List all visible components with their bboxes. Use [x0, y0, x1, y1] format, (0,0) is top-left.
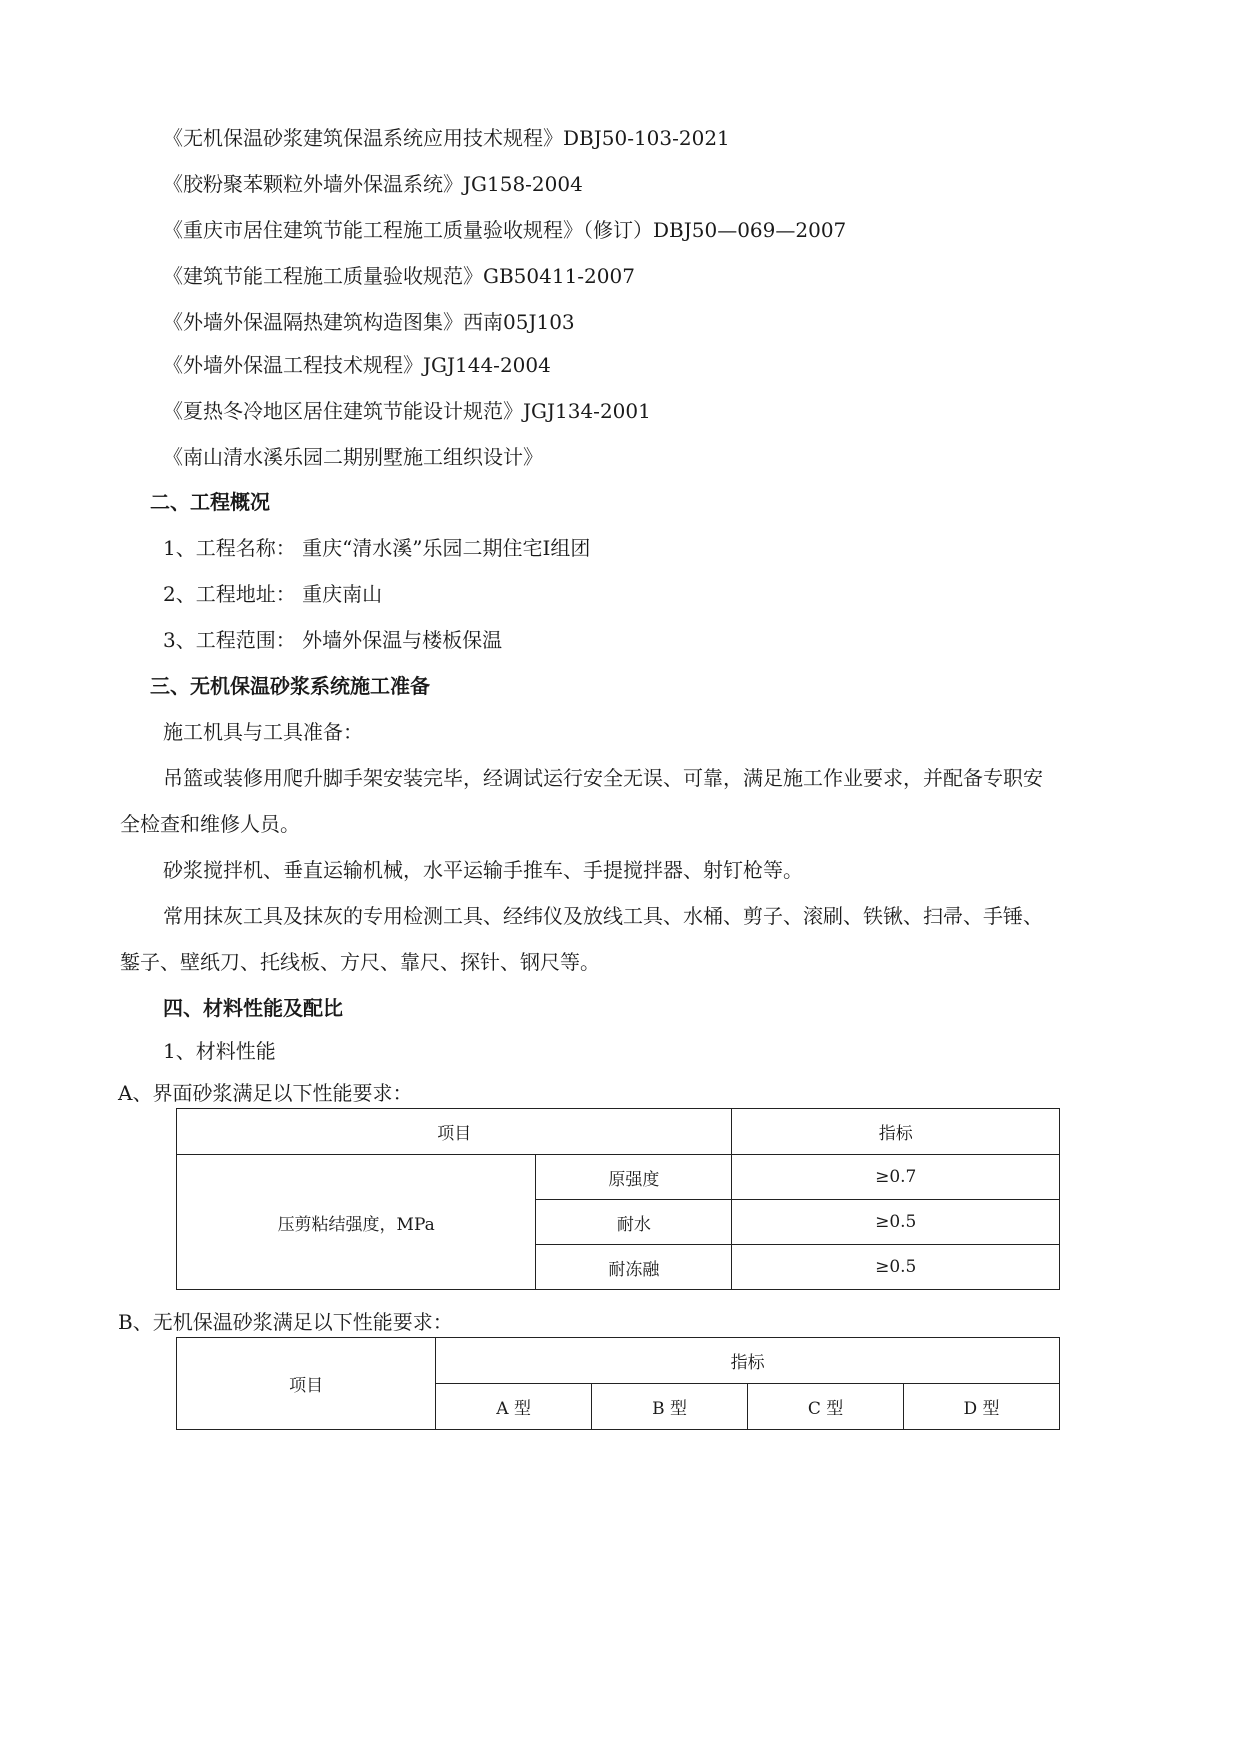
- table-cell-name: 原强度: [536, 1155, 732, 1200]
- table-caption: A、界面砂浆满足以下性能要求：: [118, 1081, 413, 1105]
- standard-item: 《夏热冬冷地区居住建筑节能设计规范》JGJ134-2001: [163, 399, 651, 423]
- standard-item: 《南山清水溪乐园二期别墅施工组织设计》: [163, 445, 543, 469]
- table-caption: B、无机保温砂浆满足以下性能要求：: [118, 1310, 453, 1334]
- project-scope: 3、工程范围： 外墙外保温与楼板保温: [163, 628, 503, 652]
- standard-item: 《重庆市居住建筑节能工程施工质量验收规程》（修订）DBJ50—069—2007: [163, 218, 847, 242]
- standard-item: 《建筑节能工程施工质量验收规范》GB50411-2007: [163, 264, 635, 288]
- paragraph: 錾子、壁纸刀、托线板、方尺、靠尺、探针、钢尺等。: [120, 950, 600, 974]
- table-cell-name: 耐冻融: [536, 1245, 732, 1290]
- paragraph: 吊篮或装修用爬升脚手架安装完毕，经调试运行安全无误、可靠，满足施工作业要求，并配备专职安: [163, 766, 1043, 790]
- project-address: 2、工程地址： 重庆南山: [163, 582, 383, 606]
- paragraph: 施工机具与工具准备：: [163, 720, 363, 744]
- section-heading: 二、工程概况: [150, 490, 270, 514]
- insulation-mortar-table: [176, 1337, 1060, 1430]
- standard-item: 《无机保温砂浆建筑保温系统应用技术规程》DBJ50-103-2021: [163, 126, 730, 150]
- paragraph: 常用抹灰工具及抹灰的专用检测工具、经纬仪及放线工具、水桶、剪子、滚刷、铁锹、扫帚、手锤、: [163, 904, 1043, 928]
- table-header-index: 指标: [436, 1338, 1060, 1384]
- table-type-header: B 型: [592, 1384, 748, 1430]
- project-name: 1、工程名称： 重庆“清水溪”乐园二期住宅Ⅰ组团: [163, 536, 591, 560]
- section-heading: 三、无机保温砂浆系统施工准备: [150, 674, 430, 698]
- table-cell-value: ≥0.7: [732, 1155, 1060, 1200]
- table-cell-value: ≥0.5: [732, 1245, 1060, 1290]
- paragraph: 砂浆搅拌机、垂直运输机械，水平运输手推车、手提搅拌器、射钉枪等。: [163, 858, 803, 882]
- section-heading: 四、材料性能及配比: [163, 996, 343, 1020]
- standard-item: 《胶粉聚苯颗粒外墙外保温系统》JG158-2004: [163, 172, 583, 196]
- paragraph: 全检查和维修人员。: [120, 812, 300, 836]
- table-header-item: 项目: [177, 1338, 436, 1430]
- table-group-label: 压剪粘结强度，MPa: [177, 1155, 536, 1290]
- sub-heading: 1、材料性能: [163, 1039, 276, 1063]
- interface-mortar-table: [176, 1108, 1060, 1290]
- table-type-header: C 型: [748, 1384, 904, 1430]
- standard-item: 《外墙外保温隔热建筑构造图集》西南05J103: [163, 310, 575, 334]
- table-type-header: A 型: [436, 1384, 592, 1430]
- table-cell-value: ≥0.5: [732, 1200, 1060, 1245]
- standard-item: 《外墙外保温工程技术规程》JGJ144-2004: [163, 353, 551, 377]
- table-header-item: 项目: [177, 1109, 732, 1155]
- table-cell-name: 耐水: [536, 1200, 732, 1245]
- table-header-index: 指标: [732, 1109, 1060, 1155]
- table-type-header: D 型: [904, 1384, 1060, 1430]
